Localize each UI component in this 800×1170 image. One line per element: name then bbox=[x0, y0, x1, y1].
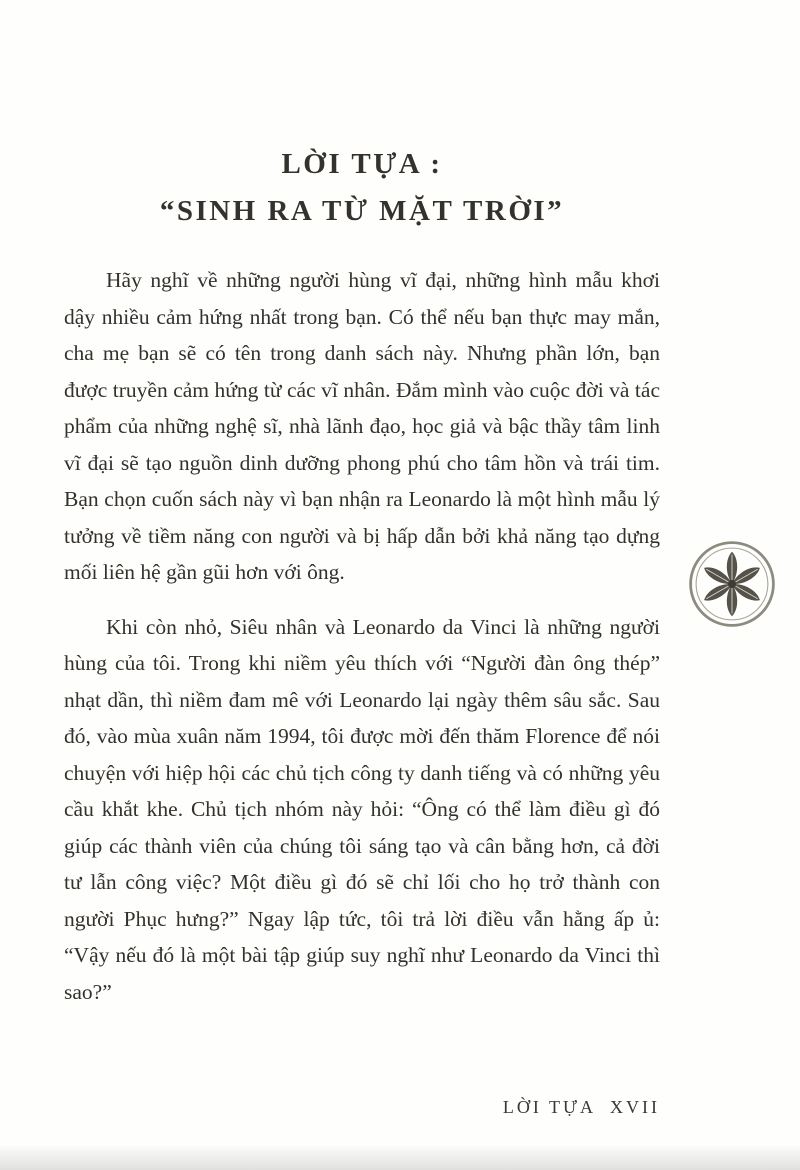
body-paragraph-2: Khi còn nhỏ, Siêu nhân và Leonardo da Vinci là những người hùng của tôi. Trong khi niềm yêu thích với “Người đàn ông thép” nhạt dần, thì niềm đam mê với Leonardo lại ngày thêm sâu sắc. Sau đó, vào mùa xuân năm 1994, tôi được mời đến thăm Florence để nói chuyện với hiệp hội các chủ tịch công ty danh tiếng và có những yêu cầu khắt khe. Chủ tịch nhóm này hỏi: “Ông có thể làm điều gì đó giúp các thành viên của chúng tôi sáng tạo và cân bằng hơn, cả đời tư lẫn công việc? Một điều gì đó sẽ chỉ lối cho họ trở thành con người Phục hưng?” Ngay lập tức, tôi trả lời điều vẫn hằng ấp ủ: “Vậy nếu đó là một bài tập giúp suy nghĩ như Leonardo da Vinci thì sao?” bbox=[64, 614, 660, 1004]
body-text bbox=[64, 262, 660, 1010]
page-title-line1: LỜI TỰA : bbox=[281, 148, 443, 180]
chapter-title bbox=[64, 150, 660, 226]
floral-medallion-ornament-icon bbox=[686, 538, 778, 630]
page-footer-running-title: LỜI TỰA XVII bbox=[502, 1097, 660, 1117]
body-paragraph-1: Hãy nghĩ về những người hùng vĩ đại, những hình mẫu khơi dậy nhiều cảm hứng nhất trong bạn. Có thể nếu bạn thực may mắn, cha mẹ bạn sẽ có tên trong danh sách này. Nhưng phần lớn, bạn được truyền cảm hứng từ các vĩ nhân. Đắm mình vào cuộc đời và tác phẩm của những nghệ sĩ, nhà lãnh đạo, học giả và bậc thầy tâm linh vĩ đại sẽ tạo nguồn dinh dưỡng phong phú cho tâm hồn và trái tim. Bạn chọn cuốn sách này vì bạn nhận ra Leonardo là một hình mẫu lý tưởng về tiềm năng con người và bị hấp dẫn bởi khả năng tạo dựng mối liên hệ gần gũi hơn với ông. bbox=[64, 268, 660, 584]
page-title-line2: “SINH RA TỪ MẶT TRỜI” bbox=[159, 195, 565, 227]
